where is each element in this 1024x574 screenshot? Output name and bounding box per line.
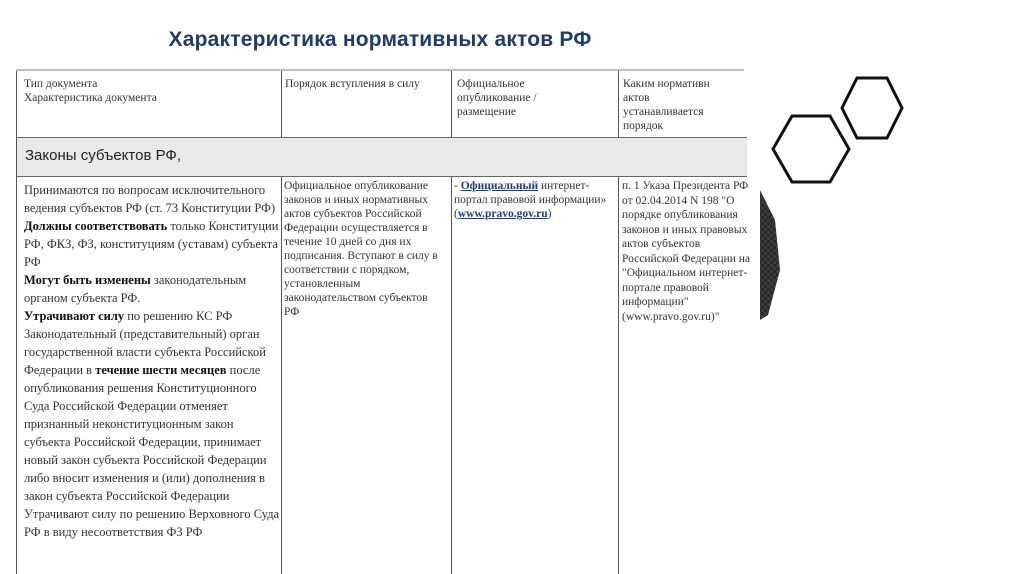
header-entry-into-force: Порядок вступления в силу: [285, 78, 420, 90]
official-portal-link[interactable]: Официальный: [460, 180, 539, 192]
established-by-cell: п. 1 Указа Президента РФ от 02.04.2014 N 198 "О порядке опубликования законов и иных правовых актов субъектов Российской Федерации на "Официальном интернет-портале правовой информации" (www.pravo.gov.ru)": [622, 180, 750, 323]
header-official-publication: Официальное опубликование / размещение: [457, 78, 537, 118]
carbon-hexagon-shape: [760, 190, 780, 320]
pravo-gov-link[interactable]: www.pravo.gov.ru: [457, 208, 548, 220]
entry-into-force-cell: Официальное опубликование законов и иных нормативных актов субъектов Российской Федерации осуществляется в течение 10 дней со дня их подписания. Вступают в силу в соответствии с порядком, установленным законодательством субъектов РФ: [284, 180, 438, 318]
hexagon-small: [842, 78, 902, 138]
hexagon-large: [773, 116, 849, 182]
characteristics-cell: Принимаются по вопросам исключительного ведения субъектов РФ (ст. 73 Конституции РФ) Должны соответствовать только Конституции РФ, ФКЗ, ФЗ, конституциям (уставам) субъекта РФ Могут быть изменены законодательным органом субъекта РФ. Утрачивают силу по решению КС РФ Законодательный (представительный) орган государственной власти субъекта Российской Федерации в течение шести месяцев после опубликования решения Конституционного Суда Российской Федерации отменяет признанный неконституционным закон субъекта Российской Федерации, принимает новый закон субъекта Российской Федерации либо вносит изменения и (или) дополнения в закон субъекта Российской Федерации Утрачивают силу по решению Верховного Суда РФ в виду несоответствия ФЗ РФ: [24, 183, 280, 539]
acts-table: [16, 71, 750, 574]
decorative-hexagons: [740, 60, 980, 320]
header-document-type: Тип документа Характеристика документа: [24, 78, 157, 104]
page-title: Характеристика нормативных актов РФ: [168, 28, 592, 51]
official-publication-cell: - Официальный интернет-портал правовой информации» (www.pravo.gov.ru): [454, 180, 607, 220]
section-band: [17, 137, 747, 177]
header-established-by: Каким нормативн актов устанавливается порядок: [623, 78, 710, 132]
section-title: Законы субъектов РФ,: [25, 147, 182, 164]
